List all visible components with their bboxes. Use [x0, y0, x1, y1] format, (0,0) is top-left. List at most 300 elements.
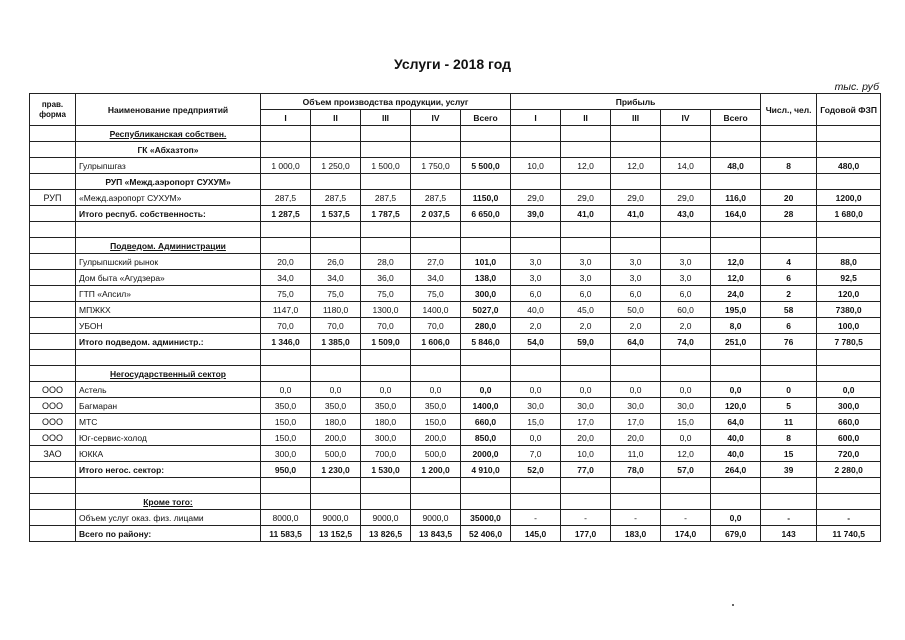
cell-value: 195,0 [711, 302, 761, 318]
header-profit-total: Всего [711, 110, 761, 126]
cell-value [817, 174, 881, 190]
cell-value [461, 126, 511, 142]
cell-value [461, 222, 511, 238]
cell-value: 75,0 [411, 286, 461, 302]
cell-name: РУП «Межд.аэропорт СУХУМ» [76, 174, 261, 190]
cell-value: 58 [761, 302, 817, 318]
header-form: прав. форма [30, 94, 76, 126]
table-row [30, 302, 881, 318]
cell-value: 10,0 [561, 446, 611, 462]
cell-value: 280,0 [461, 318, 511, 334]
cell-form [30, 270, 76, 286]
cell-value: 70,0 [411, 318, 461, 334]
cell-form [30, 334, 76, 350]
cell-value: 0,0 [561, 382, 611, 398]
cell-value: 950,0 [261, 462, 311, 478]
cell-value [611, 126, 661, 142]
cell-value: 116,0 [711, 190, 761, 206]
cell-value: 1 530,0 [361, 462, 411, 478]
cell-value: 1 680,0 [817, 206, 881, 222]
cell-value [411, 350, 461, 366]
cell-value: 20 [761, 190, 817, 206]
cell-value: 100,0 [817, 318, 881, 334]
cell-value [661, 366, 711, 382]
cell-value: 3,0 [561, 254, 611, 270]
cell-value: 30,0 [611, 398, 661, 414]
cell-value [261, 494, 311, 510]
cell-form [30, 366, 76, 382]
cell-value: 11 [761, 414, 817, 430]
cell-value: 70,0 [311, 318, 361, 334]
cell-name [76, 222, 261, 238]
table-row [30, 254, 881, 270]
cell-value: 150,0 [261, 414, 311, 430]
cell-value [411, 126, 461, 142]
cell-value: 11,0 [611, 446, 661, 462]
cell-value: 60,0 [661, 302, 711, 318]
cell-value: 500,0 [411, 446, 461, 462]
cell-value: 64,0 [711, 414, 761, 430]
cell-value: 13 843,5 [411, 526, 461, 542]
table-row [30, 318, 881, 334]
cell-value: 52,0 [511, 462, 561, 478]
cell-value: 29,0 [511, 190, 561, 206]
cell-value: 11 740,5 [817, 526, 881, 542]
cell-value [261, 222, 311, 238]
cell-name: МПЖКХ [76, 302, 261, 318]
cell-value [511, 174, 561, 190]
cell-value [661, 142, 711, 158]
cell-value: - [511, 510, 561, 526]
cell-value: 180,0 [311, 414, 361, 430]
table-row [30, 478, 881, 494]
cell-value: 183,0 [611, 526, 661, 542]
cell-value: 9000,0 [411, 510, 461, 526]
cell-value [261, 126, 311, 142]
cell-value [711, 238, 761, 254]
cell-value: 6,0 [611, 286, 661, 302]
cell-form [30, 302, 76, 318]
cell-value: 34,0 [411, 270, 461, 286]
cell-value: 45,0 [561, 302, 611, 318]
cell-value: 59,0 [561, 334, 611, 350]
cell-value: 40,0 [711, 430, 761, 446]
cell-value: 28 [761, 206, 817, 222]
cell-value: 1 000,0 [261, 158, 311, 174]
cell-value: 29,0 [611, 190, 661, 206]
cell-value: 2 [761, 286, 817, 302]
cell-value: 50,0 [611, 302, 661, 318]
cell-value: 9000,0 [361, 510, 411, 526]
cell-value: 1200,0 [817, 190, 881, 206]
cell-value: 0,0 [661, 430, 711, 446]
cell-value [661, 478, 711, 494]
cell-value: 251,0 [711, 334, 761, 350]
cell-value [461, 174, 511, 190]
cell-value: 180,0 [361, 414, 411, 430]
cell-value: 2,0 [561, 318, 611, 334]
cell-value: 48,0 [711, 158, 761, 174]
cell-value: 145,0 [511, 526, 561, 542]
cell-value [361, 142, 411, 158]
cell-value [661, 222, 711, 238]
cell-form [30, 222, 76, 238]
cell-value [511, 222, 561, 238]
cell-value: 1400,0 [461, 398, 511, 414]
table-row [30, 494, 881, 510]
cell-value [361, 126, 411, 142]
header-profit: Прибыль [511, 94, 761, 110]
cell-value: 0,0 [611, 382, 661, 398]
cell-value [661, 174, 711, 190]
cell-form [30, 254, 76, 270]
cell-value: 75,0 [311, 286, 361, 302]
cell-value: 40,0 [511, 302, 561, 318]
cell-value [611, 222, 661, 238]
cell-value [817, 478, 881, 494]
cell-value: 1 287,5 [261, 206, 311, 222]
cell-name: Юг-сервис-холод [76, 430, 261, 446]
cell-value: 1400,0 [411, 302, 461, 318]
cell-value: 39 [761, 462, 817, 478]
table-row [30, 334, 881, 350]
cell-value: 1300,0 [361, 302, 411, 318]
cell-value: 0 [761, 382, 817, 398]
cell-value: 350,0 [311, 398, 361, 414]
table-row [30, 462, 881, 478]
cell-value [411, 494, 461, 510]
cell-value: 0,0 [461, 382, 511, 398]
cell-value: 300,0 [361, 430, 411, 446]
cell-value: 13 152,5 [311, 526, 361, 542]
cell-value [411, 238, 461, 254]
cell-value: 35000,0 [461, 510, 511, 526]
cell-value: 164,0 [711, 206, 761, 222]
cell-value: 6,0 [561, 286, 611, 302]
cell-value: 174,0 [661, 526, 711, 542]
cell-value: 15,0 [511, 414, 561, 430]
header-wage: Годовой ФЗП [817, 94, 881, 126]
cell-value [311, 350, 361, 366]
cell-value: 15,0 [661, 414, 711, 430]
cell-value [561, 350, 611, 366]
cell-value [511, 478, 561, 494]
cell-value [411, 366, 461, 382]
cell-value: 1 250,0 [311, 158, 361, 174]
cell-value [817, 126, 881, 142]
cell-form [30, 526, 76, 542]
cell-value: 0,0 [711, 382, 761, 398]
cell-value: 1 385,0 [311, 334, 361, 350]
cell-form [30, 174, 76, 190]
cell-value: 29,0 [561, 190, 611, 206]
cell-value [461, 142, 511, 158]
cell-value [817, 238, 881, 254]
cell-name: «Межд.аэропорт СУХУМ» [76, 190, 261, 206]
cell-value: 12,0 [661, 446, 711, 462]
cell-value: 287,5 [361, 190, 411, 206]
cell-name: Кроме того: [76, 494, 261, 510]
cell-value: 26,0 [311, 254, 361, 270]
cell-value: 0,0 [361, 382, 411, 398]
cell-value [761, 350, 817, 366]
cell-value: 120,0 [817, 286, 881, 302]
cell-value: - [611, 510, 661, 526]
cell-value [817, 142, 881, 158]
cell-value: 7380,0 [817, 302, 881, 318]
cell-value: - [761, 510, 817, 526]
header-profit-q2: II [561, 110, 611, 126]
cell-value [461, 478, 511, 494]
cell-form [30, 494, 76, 510]
cell-value: 64,0 [611, 334, 661, 350]
cell-name: Итого негос. сектор: [76, 462, 261, 478]
cell-form [30, 510, 76, 526]
cell-value: 17,0 [611, 414, 661, 430]
cell-name: ЮККА [76, 446, 261, 462]
cell-value [311, 174, 361, 190]
cell-value: - [561, 510, 611, 526]
cell-value: 5 500,0 [461, 158, 511, 174]
cell-value: 74,0 [661, 334, 711, 350]
scan-speck [732, 604, 734, 606]
cell-value: 500,0 [311, 446, 361, 462]
cell-value [311, 478, 361, 494]
cell-value [411, 222, 461, 238]
table-row [30, 382, 881, 398]
header-volume-q1: I [261, 110, 311, 126]
cell-value [711, 142, 761, 158]
cell-value: 36,0 [361, 270, 411, 286]
cell-value: 1180,0 [311, 302, 361, 318]
cell-form: ООО [30, 398, 76, 414]
page-title: Услуги - 2018 год [394, 56, 511, 72]
cell-value: 350,0 [411, 398, 461, 414]
cell-value [711, 126, 761, 142]
table-row [30, 158, 881, 174]
cell-value: 700,0 [361, 446, 411, 462]
cell-value [361, 350, 411, 366]
cell-value [361, 494, 411, 510]
header-staff: Числ., чел. [761, 94, 817, 126]
cell-value [761, 142, 817, 158]
cell-value [661, 126, 711, 142]
cell-value: 92,5 [817, 270, 881, 286]
header-profit-q4: IV [661, 110, 711, 126]
cell-value: 34,0 [261, 270, 311, 286]
cell-value [311, 142, 361, 158]
cell-value [761, 174, 817, 190]
cell-value: 0,0 [511, 430, 561, 446]
cell-value: 3,0 [661, 270, 711, 286]
cell-value [261, 478, 311, 494]
cell-value: 8,0 [711, 318, 761, 334]
cell-value [511, 366, 561, 382]
cell-name: Всего по району: [76, 526, 261, 542]
cell-value: 0,0 [711, 510, 761, 526]
cell-value: 3,0 [661, 254, 711, 270]
table-row [30, 398, 881, 414]
header-volume-q4: IV [411, 110, 461, 126]
cell-value [261, 350, 311, 366]
cell-value: 75,0 [261, 286, 311, 302]
cell-value: 0,0 [411, 382, 461, 398]
cell-value: 57,0 [661, 462, 711, 478]
cell-value [461, 350, 511, 366]
cell-value: 0,0 [261, 382, 311, 398]
cell-value [661, 494, 711, 510]
cell-form: ЗАО [30, 446, 76, 462]
cell-value [761, 126, 817, 142]
cell-value: 177,0 [561, 526, 611, 542]
cell-value: 8000,0 [261, 510, 311, 526]
cell-value: 660,0 [817, 414, 881, 430]
cell-value: 5 846,0 [461, 334, 511, 350]
cell-value: 76 [761, 334, 817, 350]
table-row [30, 238, 881, 254]
cell-value: 4 910,0 [461, 462, 511, 478]
cell-value [561, 126, 611, 142]
cell-value [561, 174, 611, 190]
cell-value: 29,0 [661, 190, 711, 206]
cell-value: 11 583,5 [261, 526, 311, 542]
header-volume-q2: II [311, 110, 361, 126]
cell-value: 480,0 [817, 158, 881, 174]
cell-value: 41,0 [561, 206, 611, 222]
cell-name: Объем услуг оказ. физ. лицами [76, 510, 261, 526]
cell-name: Багмаран [76, 398, 261, 414]
header-name: Наименование предприятий [76, 94, 261, 126]
cell-value: 350,0 [361, 398, 411, 414]
cell-value: 1150,0 [461, 190, 511, 206]
cell-value [561, 366, 611, 382]
cell-form [30, 238, 76, 254]
cell-value: 150,0 [261, 430, 311, 446]
cell-name: ГТП «Апсил» [76, 286, 261, 302]
table-row [30, 174, 881, 190]
cell-value: 12,0 [561, 158, 611, 174]
cell-form [30, 286, 76, 302]
cell-value: 7,0 [511, 446, 561, 462]
cell-value: 350,0 [261, 398, 311, 414]
cell-value [511, 350, 561, 366]
cell-value: 70,0 [361, 318, 411, 334]
cell-value: 3,0 [611, 254, 661, 270]
cell-value [711, 222, 761, 238]
cell-value: 1 537,5 [311, 206, 361, 222]
cell-value [611, 142, 661, 158]
cell-value [817, 494, 881, 510]
cell-value: 9000,0 [311, 510, 361, 526]
cell-value: 30,0 [511, 398, 561, 414]
cell-value [461, 238, 511, 254]
table-row [30, 270, 881, 286]
header-volume-q3: III [361, 110, 411, 126]
cell-value [311, 222, 361, 238]
table-row [30, 206, 881, 222]
cell-value [761, 238, 817, 254]
table-body [30, 126, 881, 542]
cell-value: 30,0 [661, 398, 711, 414]
cell-form [30, 478, 76, 494]
cell-value: 1 787,5 [361, 206, 411, 222]
table-row [30, 414, 881, 430]
cell-value [511, 238, 561, 254]
cell-form [30, 158, 76, 174]
cell-value [511, 126, 561, 142]
cell-value: 8 [761, 158, 817, 174]
cell-value: 0,0 [661, 382, 711, 398]
cell-value: 1147,0 [261, 302, 311, 318]
cell-value: 0,0 [817, 382, 881, 398]
cell-name [76, 350, 261, 366]
cell-value [661, 238, 711, 254]
cell-value [461, 494, 511, 510]
cell-value: 2 280,0 [817, 462, 881, 478]
cell-form: РУП [30, 190, 76, 206]
cell-form [30, 142, 76, 158]
cell-name: УБОН [76, 318, 261, 334]
cell-value: 3,0 [511, 270, 561, 286]
cell-value: 13 826,5 [361, 526, 411, 542]
cell-value [561, 142, 611, 158]
cell-value: 75,0 [361, 286, 411, 302]
cell-value [817, 222, 881, 238]
cell-value: 8 [761, 430, 817, 446]
cell-form [30, 462, 76, 478]
cell-value: 12,0 [611, 158, 661, 174]
cell-value: 200,0 [411, 430, 461, 446]
cell-form [30, 350, 76, 366]
cell-value: 88,0 [817, 254, 881, 270]
cell-value [261, 174, 311, 190]
cell-value [261, 366, 311, 382]
cell-value [711, 478, 761, 494]
cell-value [311, 494, 361, 510]
cell-name: Дом быта «Агудзера» [76, 270, 261, 286]
cell-name: Негосударственный сектор [76, 366, 261, 382]
table-row [30, 222, 881, 238]
table-row [30, 286, 881, 302]
cell-value [817, 366, 881, 382]
cell-value [761, 366, 817, 382]
cell-value: 12,0 [711, 254, 761, 270]
cell-form: ООО [30, 382, 76, 398]
header-profit-q1: I [511, 110, 561, 126]
cell-value: 20,0 [561, 430, 611, 446]
cell-value: 70,0 [261, 318, 311, 334]
cell-value: 150,0 [411, 414, 461, 430]
cell-value: 300,0 [817, 398, 881, 414]
cell-value: 0,0 [511, 382, 561, 398]
cell-value: 300,0 [461, 286, 511, 302]
cell-value: 17,0 [561, 414, 611, 430]
cell-value [761, 478, 817, 494]
cell-value: 850,0 [461, 430, 511, 446]
cell-value: 1 500,0 [361, 158, 411, 174]
cell-value [361, 366, 411, 382]
cell-value: 3,0 [511, 254, 561, 270]
cell-value: 24,0 [711, 286, 761, 302]
cell-form [30, 206, 76, 222]
cell-value: 1 230,0 [311, 462, 361, 478]
cell-value: 1 509,0 [361, 334, 411, 350]
units-label: тыс. руб [834, 81, 879, 93]
cell-value: 43,0 [661, 206, 711, 222]
cell-form [30, 318, 76, 334]
cell-form: ООО [30, 414, 76, 430]
cell-name: Подведом. Администрации [76, 238, 261, 254]
